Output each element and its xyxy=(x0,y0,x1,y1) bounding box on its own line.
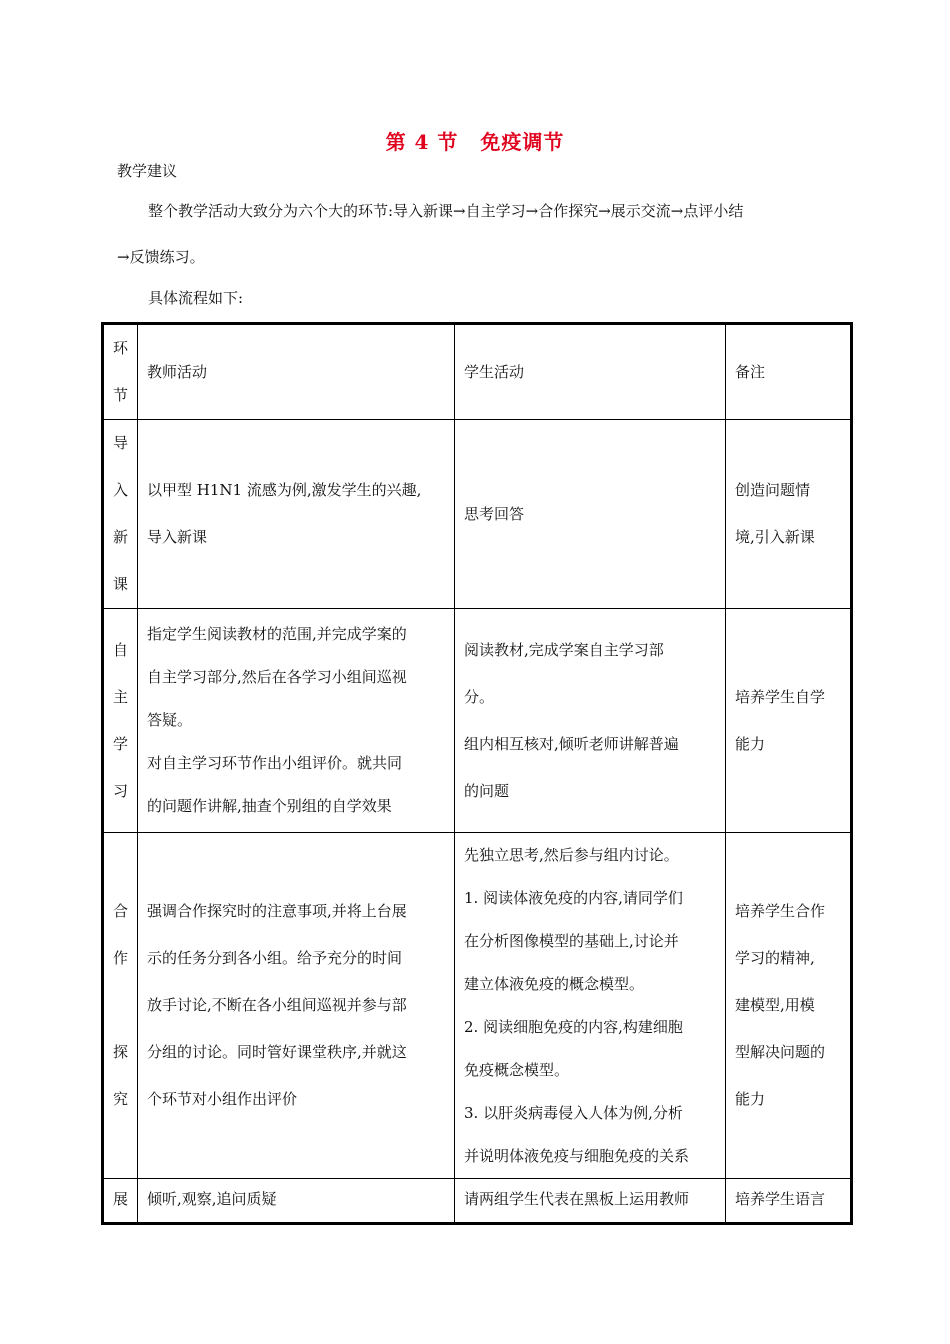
cell-line: 创造问题情 xyxy=(735,481,811,499)
teacher-cell xyxy=(138,833,455,1179)
stage-char: 展 xyxy=(112,1190,128,1208)
stage-cell xyxy=(103,833,138,1179)
stage-char: 入 xyxy=(112,481,128,499)
cell-line: 培养学生合作 xyxy=(735,902,826,920)
cell-line: 的问题作讲解,抽查个别组的自学效果 xyxy=(147,797,392,815)
cell-line: 自主学习部分,然后在各学习小组间巡视 xyxy=(147,668,407,686)
header-note: 备注 xyxy=(726,324,852,420)
header-stage xyxy=(103,324,138,420)
table-header-row xyxy=(103,324,852,420)
cell-line: 思考回答 xyxy=(464,504,525,523)
stage-cell xyxy=(103,420,138,609)
section-subheading: 教学建议 xyxy=(117,162,178,180)
note-cell xyxy=(726,1179,852,1224)
table-row xyxy=(103,1179,852,1224)
cell-line: 在分析图像模型的基础上,讨论并 xyxy=(464,931,679,950)
cell-line: 放手讨论,不断在各小组间巡视并参与部 xyxy=(147,996,407,1014)
note-cell xyxy=(726,833,852,1179)
title-topic: 免疫调节 xyxy=(480,130,565,154)
cell-line: 个环节对小组作出评价 xyxy=(147,1090,298,1108)
cell-line: 强调合作探究时的注意事项,并将上台展 xyxy=(147,902,407,920)
cell-line: 请两组学生代表在黑板上运用教师 xyxy=(464,1190,690,1208)
stage-char: 究 xyxy=(112,1090,128,1108)
header-stage-char: 节 xyxy=(112,386,128,404)
student-cell xyxy=(455,420,726,609)
table-row xyxy=(103,609,852,833)
cell-line: 培养学生自学 xyxy=(735,687,826,706)
stage-char: 学 xyxy=(112,734,128,753)
stage-cell xyxy=(103,1179,138,1224)
student-cell xyxy=(455,1179,726,1224)
title-section-number: 第 4 节 xyxy=(385,130,459,154)
cell-line: 以甲型 H1N1 流感为例,激发学生的兴趣, xyxy=(147,481,422,499)
cell-line: 示的任务分到各小组。给予充分的时间 xyxy=(147,949,403,967)
cell-line: 分组的讨论。同时管好课堂秩序,并就这 xyxy=(147,1043,407,1061)
stage-char: 探 xyxy=(112,1043,128,1061)
intro-paragraph-line2: →反馈练习。 xyxy=(117,248,205,266)
header-stage-char: 环 xyxy=(112,339,128,357)
cell-line: 1. 阅读体液免疫的内容,请同学们 xyxy=(464,888,683,907)
cell-line: 培养学生语言 xyxy=(735,1190,826,1208)
cell-line: 建立体液免疫的概念模型。 xyxy=(464,974,645,993)
stage-char: 合 xyxy=(112,902,128,920)
cell-line: 对自主学习环节作出小组评价。就共同 xyxy=(147,754,403,772)
stage-char: 自 xyxy=(112,640,128,659)
cell-line: 2. 阅读细胞免疫的内容,构建细胞 xyxy=(464,1017,683,1036)
stage-char: 习 xyxy=(112,781,128,800)
table-row xyxy=(103,420,852,609)
student-cell xyxy=(455,833,726,1179)
intro-paragraph-line3: 具体流程如下: xyxy=(148,289,244,307)
stage-char: 主 xyxy=(112,687,128,706)
header-teacher: 教师活动 xyxy=(138,324,455,420)
cell-line: 能力 xyxy=(735,734,766,753)
stage-char: 新 xyxy=(112,528,128,546)
teacher-cell xyxy=(138,609,455,833)
cell-line: 境,引入新课 xyxy=(735,528,815,546)
stage-cell xyxy=(103,609,138,833)
cell-line: 阅读教材,完成学案自主学习部 xyxy=(464,640,664,659)
note-cell xyxy=(726,420,852,609)
student-cell xyxy=(455,609,726,833)
cell-line: 导入新课 xyxy=(147,528,208,546)
teacher-cell xyxy=(138,420,455,609)
cell-line: 型解决问题的 xyxy=(735,1043,826,1061)
cell-line: 能力 xyxy=(735,1090,766,1108)
cell-line: 建模型,用模 xyxy=(735,996,815,1014)
cell-line: 先独立思考,然后参与组内讨论。 xyxy=(464,845,679,864)
note-cell xyxy=(726,609,852,833)
cell-line: 组内相互核对,倾听老师讲解普遍 xyxy=(464,734,679,753)
page-title xyxy=(0,126,950,155)
cell-line: 的问题 xyxy=(464,781,510,800)
stage-char: 导 xyxy=(112,434,128,452)
intro-paragraph-line1: 整个教学活动大致分为六个大的环节:导入新课→自主学习→合作探究→展示交流→点评小结 xyxy=(148,202,744,220)
teacher-cell xyxy=(138,1179,455,1224)
stage-char: 课 xyxy=(112,575,128,593)
stage-char: 作 xyxy=(112,949,128,967)
table-row xyxy=(103,833,852,1179)
teaching-flow-table xyxy=(101,322,853,1225)
cell-line: 并说明体液免疫与细胞免疫的关系 xyxy=(464,1146,690,1165)
cell-line: 免疫概念模型。 xyxy=(464,1060,570,1079)
cell-line: 倾听,观察,追问质疑 xyxy=(147,1190,277,1208)
cell-line: 3. 以肝炎病毒侵入人体为例,分析 xyxy=(464,1103,683,1122)
cell-line: 分。 xyxy=(464,687,495,706)
stage-char xyxy=(104,982,137,1029)
cell-line: 答疑。 xyxy=(147,711,193,729)
cell-line: 学习的精神, xyxy=(735,949,815,967)
cell-line: 指定学生阅读教材的范围,并完成学案的 xyxy=(147,625,407,643)
header-student: 学生活动 xyxy=(455,324,726,420)
